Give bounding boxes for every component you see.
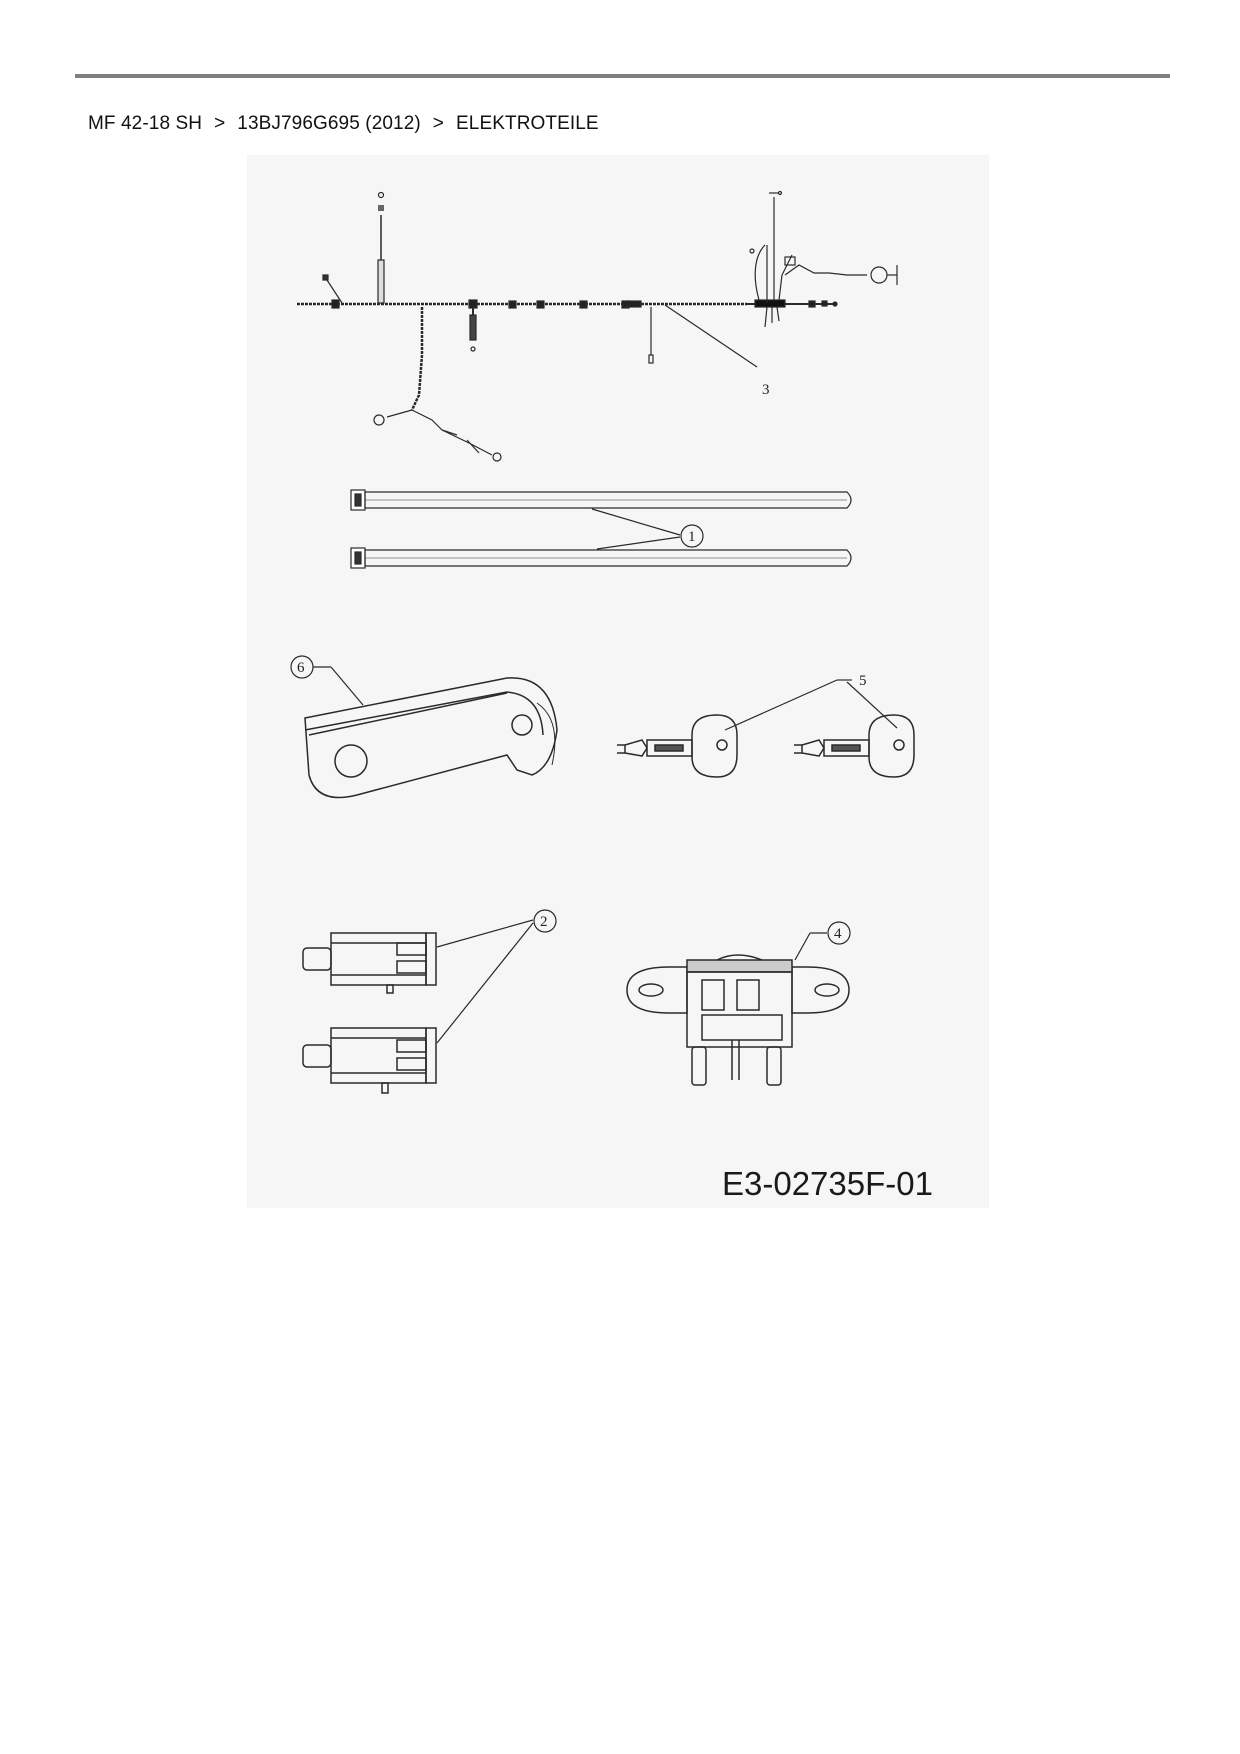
- callout-5: [725, 673, 897, 730]
- parts-diagram: [247, 155, 989, 1208]
- breadcrumb-section: ELEKTROTEILE: [456, 113, 599, 134]
- callout-2: [437, 910, 556, 1043]
- callout-6: [291, 656, 363, 705]
- bracket: [305, 678, 557, 798]
- top-rule: [75, 74, 1170, 78]
- breadcrumb: [88, 113, 599, 135]
- breadcrumb-model[interactable]: MF 42-18 SH: [88, 113, 203, 134]
- callout-3-label: 3: [762, 382, 770, 398]
- breadcrumb-separator: >: [432, 113, 444, 134]
- wiring-harness: [297, 192, 897, 462]
- switch-top: [303, 933, 436, 993]
- parts-diagram-svg: [247, 155, 989, 1208]
- callout-3: [762, 382, 770, 398]
- ignition-switch: [627, 955, 849, 1085]
- key-left: [617, 715, 737, 777]
- callout-4-label: 4: [834, 926, 842, 942]
- drawing-code: E3-02735F-01: [722, 1165, 933, 1202]
- callout-6-label: 6: [297, 660, 305, 676]
- keys: [617, 715, 914, 777]
- switch-bottom: [303, 1028, 436, 1093]
- callout-1-label: 1: [688, 529, 696, 545]
- callout-2-label: 2: [540, 914, 548, 930]
- breadcrumb-serial[interactable]: 13BJ796G695 (2012): [237, 113, 421, 134]
- callout-1: [592, 509, 703, 549]
- callout-4: [795, 922, 850, 960]
- cable-ties: [351, 490, 851, 568]
- key-right: [794, 715, 914, 777]
- switches: [303, 933, 436, 1093]
- callout-5-label: 5: [859, 673, 867, 689]
- breadcrumb-separator: >: [214, 113, 226, 134]
